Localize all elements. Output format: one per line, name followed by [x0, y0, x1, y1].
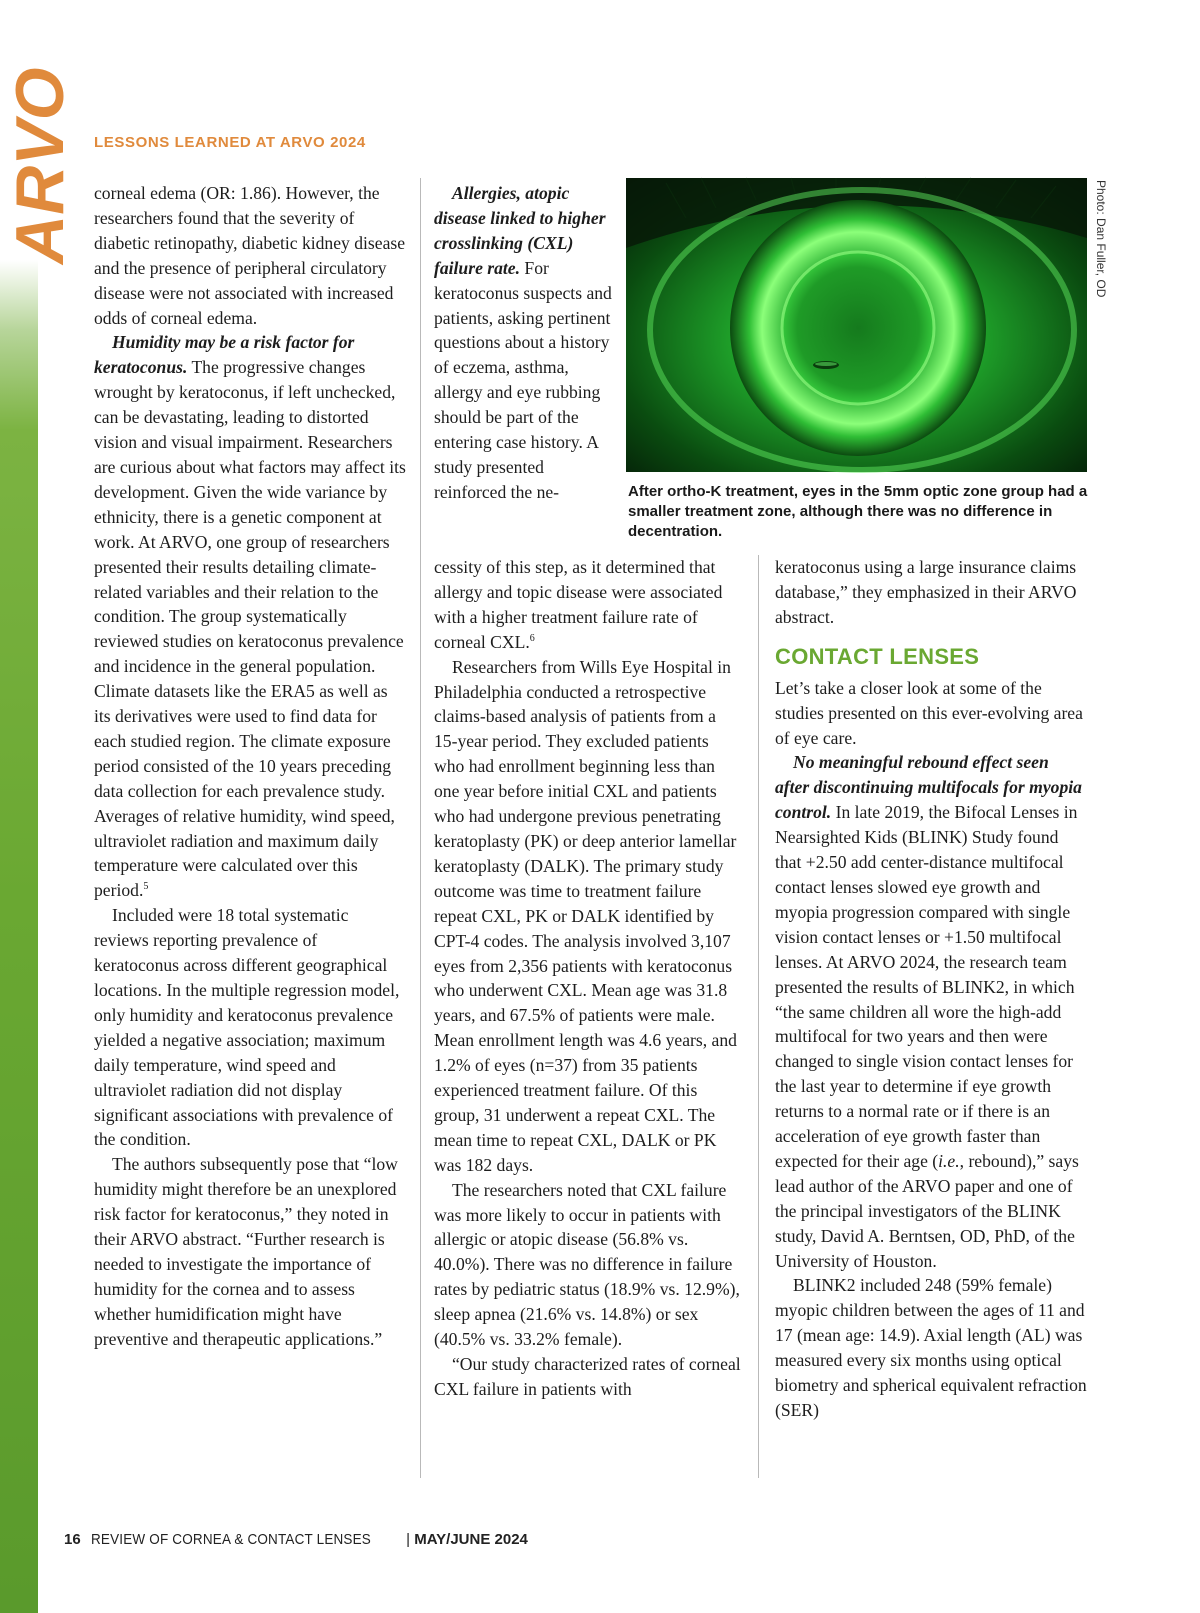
paragraph: Humidity may be a risk factor for keratoconus. The progressive changes wrought by keratoconus, if left unchecked, can be devastating, leading to distorted vision and visual impairment. Researchers are curious about what factors may affect its development. Given the wide variance by ethnicity, there is a genetic component at work. At ARVO, one group of researchers presented their results detailing climate-related variables and their relation to the condition. The group systematically reviewed studies on keratoconus prevalence and incidence in the general population. Climate datasets like the ERA5 as well as its derivatives were used to find data for each studied region. The climate exposure period consisted of the 10 years preceding data collection for each prevalence study. Averages of relative humidity, wind speed, ultraviolet radiation and maximum daily temperature were calculated over this period.$^5$ — [94, 332, 406, 901]
paragraph: corneal edema (OR: 1.86). However, the researchers found that the severity of diabetic retinopathy, diabetic kidney disease and the presence of peripheral circulatory disease were not associated with increased odds of corneal edema. — [94, 183, 406, 328]
paragraph: Researchers from Wills Eye Hospital in Philadelphia conducted a retrospective claims-based analysis of patients from a 15-year period. They excluded patients who had enrollment beginning less than one year before initial CXL and patients who had undergone previous penetrating keratoplasty (PK) or deep anterior lamellar keratoplasty (DALK). The primary study outcome was time to treatment failure repeat CXL, PK or DALK identified by CPT-4 codes. The analysis involved 3,107 eyes from 2,356 patients with keratoconus who underwent CXL. Mean age was 31.8 years, and 67.5% of patients were male. Mean enrollment length was 4.6 years, and 1.2% of eyes (n=37) from 35 patients experienced treatment failure. Of this group, 31 underwent a repeat CXL. The mean time to repeat CXL, DALK or PK was 182 days. — [434, 656, 737, 1175]
section-heading-contact-lenses: CONTACT LENSES — [775, 643, 980, 669]
section-label: LESSONS LEARNED AT ARVO 2024 — [94, 134, 366, 151]
photo-caption: After ortho-K treatment, eyes in the 5mm optic zone group had a smaller treatment zone, although there was no difference in decentration. — [628, 483, 1088, 540]
subhead-rebound: No meaningful rebound effect seen after discontinuing multifocals for myopia control. — [775, 752, 1082, 823]
eye-photo — [626, 178, 1087, 472]
paragraph: Included were 18 total systematic reviews reporting prevalence of keratoconus across different geographical locations. In the multiple regression model, only humidity and keratoconus prevalence yielded a negative association; maximum daily temperature, wind speed and ultraviolet radiation did not display significant associations with prevalence of the condition. — [94, 905, 400, 1150]
subhead-allergies: Allergies, atopic disease linked to higher crosslinking (CXL) failure rate. — [434, 183, 606, 278]
paragraph: cessity of this step, as it determined that allergy and topic disease were associated with a higher treatment failure rate of corneal CXL.$^6$ — [434, 557, 723, 652]
column-2-bottom — [434, 555, 742, 1402]
paragraph: The researchers noted that CXL failure was more likely to occur in patients with allergic or atopic disease (56.8% vs. 40.0%). There was no difference in failure rates by pediatric status (18.9% vs. 12.9%), sleep apnea (21.6% vs. 14.8%) or sex (40.5% vs. 33.2% female). — [434, 1179, 740, 1350]
paragraph: No meaningful rebound effect seen after discontinuing multifocals for myopia control. In late 2019, the Bifocal Lenses in Nearsighted Kids (BLINK) Study found that +2.50 add center-distance multifocal contact lenses slowed eye growth and myopia progression compared with single vision contact lenses or +1.50 multifocal lenses. At ARVO 2024, the research team presented the results of BLINK2, in which “the same children all wore the high-add multifocal for two years and then were changed to single vision contact lenses for the last year to determine if eye growth returns to a normal rate or if there is an acceleration of eye growth faster than expected for their age (i.e., rebound),” says lead author of the ARVO paper and one of the principal investigators of the BLINK study, David A. Berntsen, OD, PhD, of the University of Houston. — [775, 752, 1082, 1271]
column-1 — [94, 181, 406, 1352]
side-label-arvo — [2, 42, 78, 272]
paragraph: Let’s take a closer look at some of the studies presented on this ever-evolving area of eye care. — [775, 677, 1083, 748]
paragraph: keratoconus using a large insurance claims database,” they emphasized in their ARVO abstract. — [775, 557, 1077, 627]
side-label-text: ARVO — [2, 67, 78, 264]
page-number: 16 — [64, 1531, 81, 1548]
paragraph: The authors subsequently pose that “low humidity might therefore be an unexplored risk factor for keratoconus,” they noted in their ARVO abstract. “Further research is needed to investigate the importance of humidity for the cornea and to assess whether humidification might have preventive and therapeutic applications.” — [94, 1154, 398, 1349]
photo-credit: Photo: Dan Fuller, OD — [1094, 180, 1108, 298]
column-divider — [420, 178, 421, 1478]
column-2-top — [434, 181, 612, 505]
footer-separator: | — [401, 1531, 415, 1548]
reference-5: 5 — [143, 881, 149, 893]
reference-6: 6 — [529, 632, 535, 644]
paragraph: BLINK2 included 248 (59% female) myopic children between the ages of 11 and 17 (mean age: 14.9). Axial length (AL) was measured every six months using optical biometry and spherical equivalent refraction (SER) — [775, 1275, 1087, 1420]
paragraph: Allergies, atopic disease linked to higher crosslinking (CXL) failure rate. For keratoconus suspects and patients, asking pertinent questions about a history of eczema, asthma, allergy and eye rubbing should be part of the entering case history. A study presented reinforced the ne- — [434, 183, 612, 502]
column-divider — [758, 555, 759, 1478]
subhead-humidity: Humidity may be a risk factor for keratoconus. — [94, 332, 355, 378]
publication-name: REVIEW OF CORNEA & CONTACT LENSES — [90, 1531, 371, 1548]
issue-date: MAY/JUNE 2024 — [414, 1531, 528, 1548]
column-3 — [775, 555, 1087, 1423]
paragraph: “Our study characterized rates of corneal CXL failure in patients with — [434, 1354, 741, 1399]
page-footer — [64, 1531, 528, 1548]
